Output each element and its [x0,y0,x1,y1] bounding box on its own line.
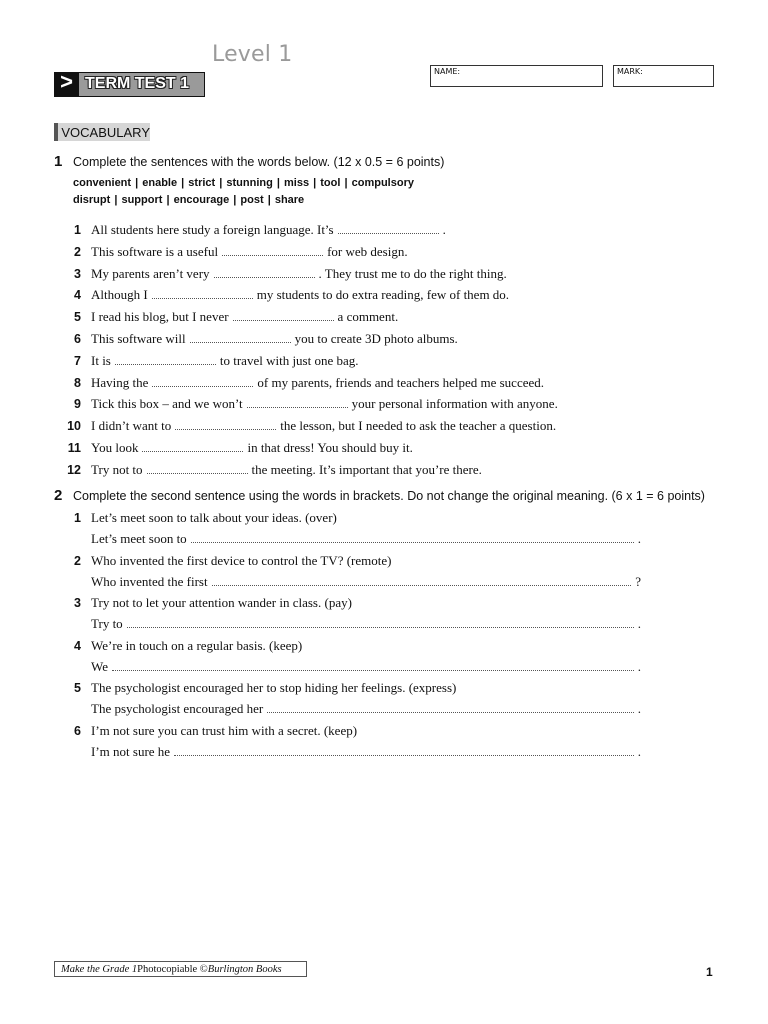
test-title: TERM TEST 1 [79,72,205,97]
footer-middle: Photocopiable © [137,963,208,975]
answer-start: Try to [91,616,123,632]
item-text-before: Tick this box – and we won’t [91,396,243,412]
word-bank-line-1: convenient | enable | strict | stunning | miss | tool | compulsory [73,177,414,189]
item-text-before: You look [91,440,139,455]
item-number: 11 [67,441,81,455]
answer-blank[interactable] [338,223,439,234]
answer-blank[interactable] [233,310,334,321]
ex1-item [54,244,408,262]
exercise-2-number: 2 [54,487,63,504]
item-text-before: I didn’t want to [91,418,172,434]
level-heading: Level 1 [212,42,293,67]
footer-publisher: Burlington Books [207,963,282,975]
answer-blank[interactable] [212,575,632,586]
answer-start: We [91,658,108,674]
item-number: 4 [74,638,81,653]
item-text-before: It is [91,352,111,368]
item-sentence: Who invented the first device to control the TV? (remote) [91,552,392,568]
page-number: 1 [706,965,713,979]
answer-blank[interactable] [115,354,216,365]
item-text-after: . [442,222,446,237]
section-marker [54,123,58,141]
item-number: 12 [67,462,81,477]
word-bank-line-2: disrupt | support | encourage | post | share [73,194,305,206]
answer-start: Let’s meet soon to [91,531,187,546]
ex2-answer-line [91,574,641,592]
item-number: 6 [74,724,81,738]
exercise-1-instruction: Complete the sentences with the words below. (12 x 0.5 = 6 points) [73,155,445,169]
item-number: 10 [67,419,81,434]
item-number: 9 [74,397,81,412]
item-text-after: of my parents, friends and teachers helped me succeed. [257,374,545,390]
ex2-item [54,723,357,741]
item-number: 1 [74,511,81,525]
ex1-item [54,418,556,436]
mark-field[interactable] [613,65,714,87]
ex2-answer-line [91,744,641,762]
item-number: 3 [74,266,81,281]
ex1-item [54,353,359,371]
item-number: 5 [74,310,81,325]
item-text-before: My parents aren’t very [91,265,210,281]
item-number: 1 [74,223,81,237]
answer-blank[interactable] [191,532,634,543]
item-text-before: This software is a useful [91,243,219,259]
answer-blank[interactable] [127,617,634,628]
answer-blank[interactable] [112,660,634,671]
ex2-answer-line [91,659,641,677]
answer-blank[interactable] [175,419,276,430]
item-sentence: The psychologist encouraged her to stop hiding her feelings. (express) [91,680,457,696]
answer-blank[interactable] [147,463,248,474]
ex1-item [54,309,398,327]
ex1-item [54,222,446,240]
ex2-item [54,553,391,571]
item-text-after: the meeting. It’s important that you’re there. [251,461,482,477]
ex2-item [54,510,337,528]
ex1-item [54,287,509,305]
answer-blank[interactable] [152,288,253,299]
item-number: 3 [74,596,81,611]
item-sentence: Try not to let your attention wander in class. (pay) [91,595,352,611]
item-text-after: your personal information with anyone. [351,396,558,412]
answer-end: . [637,658,641,674]
ex1-item [54,396,558,414]
answer-start: I’m not sure he [91,744,171,759]
item-text-after: a comment. [337,309,399,325]
item-text-after: . They trust me to do the right thing. [318,265,507,281]
item-number: 4 [74,288,81,303]
item-sentence: Let’s meet soon to talk about your ideas. (over) [91,510,337,525]
answer-blank[interactable] [174,745,634,756]
item-number: 2 [74,244,81,259]
item-text-after: in that dress! You should buy it. [247,440,413,455]
answer-start: The psychologist encouraged her [91,701,264,717]
answer-blank[interactable] [152,376,253,387]
item-text-before: All students here study a foreign language. It’s [91,222,334,237]
answer-blank[interactable] [222,245,323,256]
item-text-before: Try not to [91,461,143,477]
item-sentence: We’re in touch on a regular basis. (keep) [91,637,303,653]
item-number: 6 [74,332,81,346]
answer-blank[interactable] [247,397,348,408]
ex2-answer-line [91,701,641,719]
answer-blank[interactable] [142,441,243,452]
answer-end: ? [635,573,641,589]
ex2-answer-line [91,531,641,549]
ex2-item [54,680,456,698]
ex1-item [54,375,544,393]
exercise-1-number: 1 [54,153,63,170]
item-text-after: to travel with just one bag. [219,352,359,368]
term-test-banner [54,69,205,97]
answer-blank[interactable] [214,267,315,278]
answer-blank[interactable] [267,702,634,713]
item-text-before: Having the [91,374,149,390]
item-sentence: I’m not sure you can trust him with a secret. (keep) [91,723,358,738]
section-heading [54,123,150,141]
footer-brand: Make the Grade 1 [61,963,138,975]
item-number: 5 [74,681,81,696]
answer-end: . [637,616,641,632]
answer-end: . [637,701,641,717]
name-label: NAME: [434,67,461,76]
ex1-item [54,331,458,349]
item-text-after: my students to do extra reading, few of them do. [256,287,510,303]
ex2-answer-line [91,616,641,634]
item-text-before: This software will [91,331,186,346]
item-text-before: Although I [91,287,148,303]
item-number: 7 [74,353,81,368]
mark-label: MARK: [617,67,643,76]
ex2-item [54,595,352,613]
item-number: 2 [74,553,81,568]
name-field[interactable] [430,65,603,87]
item-text-after: the lesson, but I needed to ask the teacher a question. [280,418,557,434]
answer-end: . [637,744,641,759]
ex2-item [54,638,302,656]
item-text-after: for web design. [327,243,408,259]
section-title: VOCABULARY [61,124,150,140]
item-text-before: I read his blog, but I never [91,309,229,325]
item-text-after: you to create 3D photo albums. [294,331,458,346]
ex1-item [54,462,482,480]
item-number: 8 [74,375,81,390]
answer-blank[interactable] [190,332,291,343]
ex1-item [54,266,507,284]
exercise-2-instruction: Complete the second sentence using the words in brackets. Do not change the original meaning. (6 x 1 = 6 points) [73,489,705,503]
answer-end: . [637,531,641,546]
ex1-item [54,440,413,458]
arrow-icon: > [54,72,79,97]
answer-start: Who invented the first [91,573,208,589]
footer-credit [54,961,307,977]
